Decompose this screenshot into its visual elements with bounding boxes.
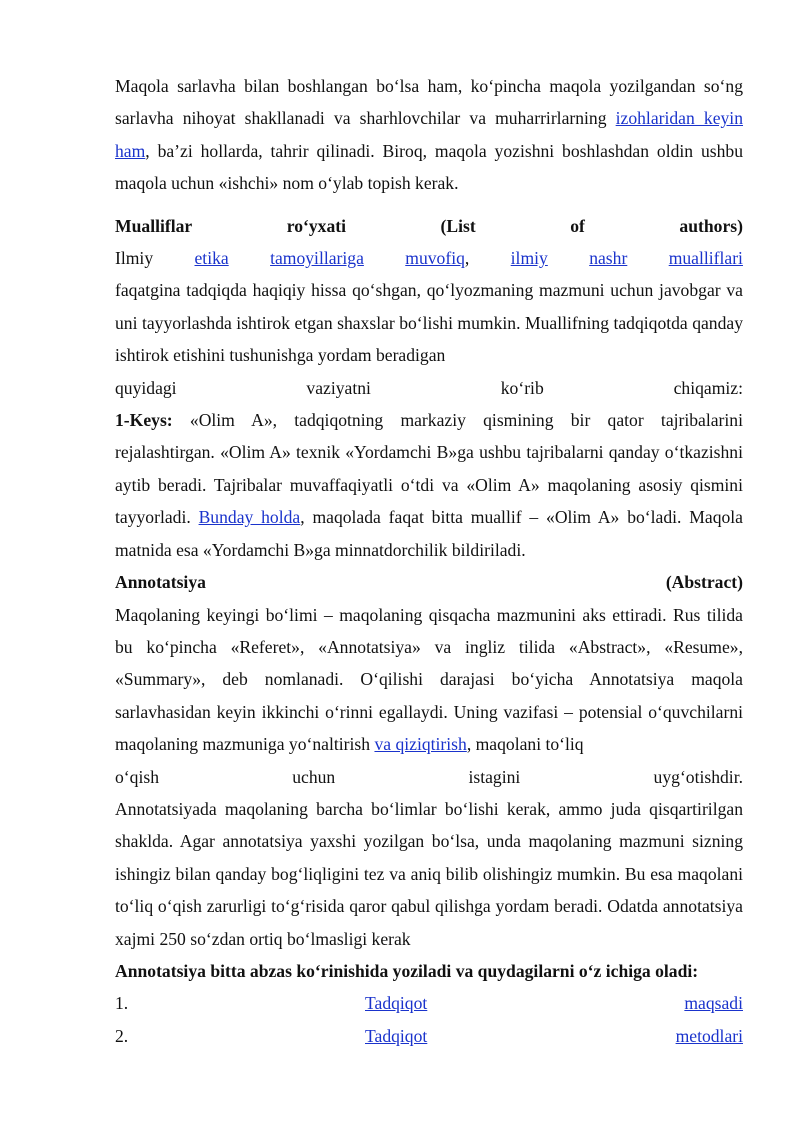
link-mualliflari-word[interactable]: mualliflari (668, 248, 743, 269)
word: uchun (292, 766, 336, 787)
authors-first-line (115, 242, 743, 274)
comma: , (464, 248, 470, 269)
abstract-paragraph-2: Annotatsiyada maqolaning barcha boʻlimlar boʻlishi kerak, ammo juda qisqartirilgan shaklda. Agar annotatsiya yaxshi yozilgan boʻlsa, unda maqolaning mazmuni sizning ishingiz bilan qanday bogʻliqligini tez va aniq bilib olishingiz mumkin. Bu esa maqolani toʻliq oʻqish zarurligi toʻgʻrisida qaror qabul qilishga yordam beradi. Odatda annotatsiya xajmi 250 soʻzdan ortiq boʻlmasligi kerak (115, 798, 743, 949)
link-bunday-holda[interactable]: Bunday holda (198, 507, 301, 528)
authors-paragraph: faqatgina tadqiqda haqiqiy hissa qoʻshgan, qoʻlyozmaning mazmuni uchun javobgar va uni tayyorlashda ishtirok etgan shaxslar boʻlishi mumkin. Muallifning tadqiqotda qanday ishtirok etishini tushunishga yordam beradigan (115, 280, 743, 366)
word: quyidagi (115, 377, 177, 398)
link-muvofiq-word[interactable]: muvofiq (405, 248, 465, 269)
word: koʻrib (500, 377, 544, 398)
intro-text-end: , baʼzi hollarda, tahrir qilinadi. Biroq, maqola yozishni boshlashdan oldin ushbu maqola uchun «ishchi» nom oʻylab topish kerak. (115, 140, 743, 194)
link-tadqiqot-metodlari[interactable] (365, 1020, 743, 1052)
link-nashr-word[interactable]: nashr (589, 248, 628, 269)
case-label: 1-Keys: (115, 410, 173, 431)
intro-text: Maqola sarlavha bilan boshlangan boʻlsa ham, koʻpincha maqola yozilgandan soʻng sarlavha nihoyat shakllanadi va sharhlovchilar va muharrirlarning (115, 76, 743, 129)
list-number: 1. (115, 993, 129, 1014)
heading-word: of (570, 215, 585, 236)
list-item (115, 987, 743, 1019)
heading-word: Mualliflar (115, 215, 193, 236)
word: vaziyatni (306, 377, 371, 398)
case-text-end: , maqolada faqat bitta muallif – «Olim A» boʻladi. Maqola matnida esa «Yordamchi B»ga minnatdorchilik bildiriladi. (115, 507, 743, 560)
abstract-paragraph (115, 599, 743, 761)
link-izohlaridan-keyin-ham[interactable]: izohlaridan keyin ham (115, 108, 743, 161)
heading-word: authors) (679, 215, 743, 236)
abstract-heading-left: Annotatsiya (115, 572, 206, 593)
authors-heading (115, 210, 743, 242)
authors-last-line (115, 372, 743, 404)
link-word: Tadqiqot (365, 993, 428, 1014)
abstract-heading-right: (Abstract) (665, 572, 743, 593)
abstract-bold-line: Annotatsiya bitta abzas koʻrinishida yoziladi va quydagilarni oʻz ichiga oladi: (115, 960, 699, 981)
link-va-qiziqtirish[interactable]: va qiziqtirish (374, 734, 467, 755)
case-paragraph (115, 404, 743, 566)
case-text: «Olim A», tadqiqotning markaziy qismining bir qator tajribalarini rejalashtirgan. «Olim A» texnik «Yordamchi B»ga ushbu tajribalarni qanday oʻtkazishni aytib beradi. Tajribalar muvaffaqiyatli oʻtdi va «Olim A» maqolaning asosiy qismini tayyorladi. (115, 410, 743, 528)
link-tadqiqot-maqsadi[interactable] (365, 987, 743, 1019)
heading-word: roʻyxati (286, 215, 347, 236)
word: oʻqish (115, 766, 159, 787)
link-word: Tadqiqot (365, 1025, 428, 1046)
list-item (115, 1020, 743, 1052)
word: uygʻotishdir. (653, 766, 743, 787)
link-tamoyillariga-word[interactable]: tamoyillariga (270, 248, 364, 269)
link-word: maqsadi (684, 993, 743, 1014)
list-number: 2. (115, 1025, 129, 1046)
heading-word: (List (440, 215, 476, 236)
abstract-heading (115, 566, 743, 598)
intro-paragraph (115, 70, 743, 200)
link-ilmiy-word[interactable]: ilmiy (510, 248, 548, 269)
line-start-word: Ilmiy (115, 248, 154, 269)
abstract-last-line (115, 761, 743, 793)
word: istagini (468, 766, 521, 787)
link-etika-word[interactable]: etika (194, 248, 229, 269)
word: chiqamiz: (673, 377, 743, 398)
link-word: metodlari (675, 1025, 743, 1046)
abstract-text: Maqolaning keyingi boʻlimi – maqolaning qisqacha mazmunini aks ettiradi. Rus tilida bu koʻpincha «Referet», «Annotatsiya» va ingliz tilida «Abstract», «Resume», «Summary», deb nomlanadi. Oʻqilishi darajasi boʻyicha Annotatsiya maqola sarlavhasidan keyin ikkinchi oʻrinni egallaydi. Uning vazifasi – potensial oʻquvchilarni maqolaning mazmuniga yoʻnaltirish (115, 604, 743, 755)
abstract-text-end: , maqolani toʻliq (466, 734, 584, 755)
